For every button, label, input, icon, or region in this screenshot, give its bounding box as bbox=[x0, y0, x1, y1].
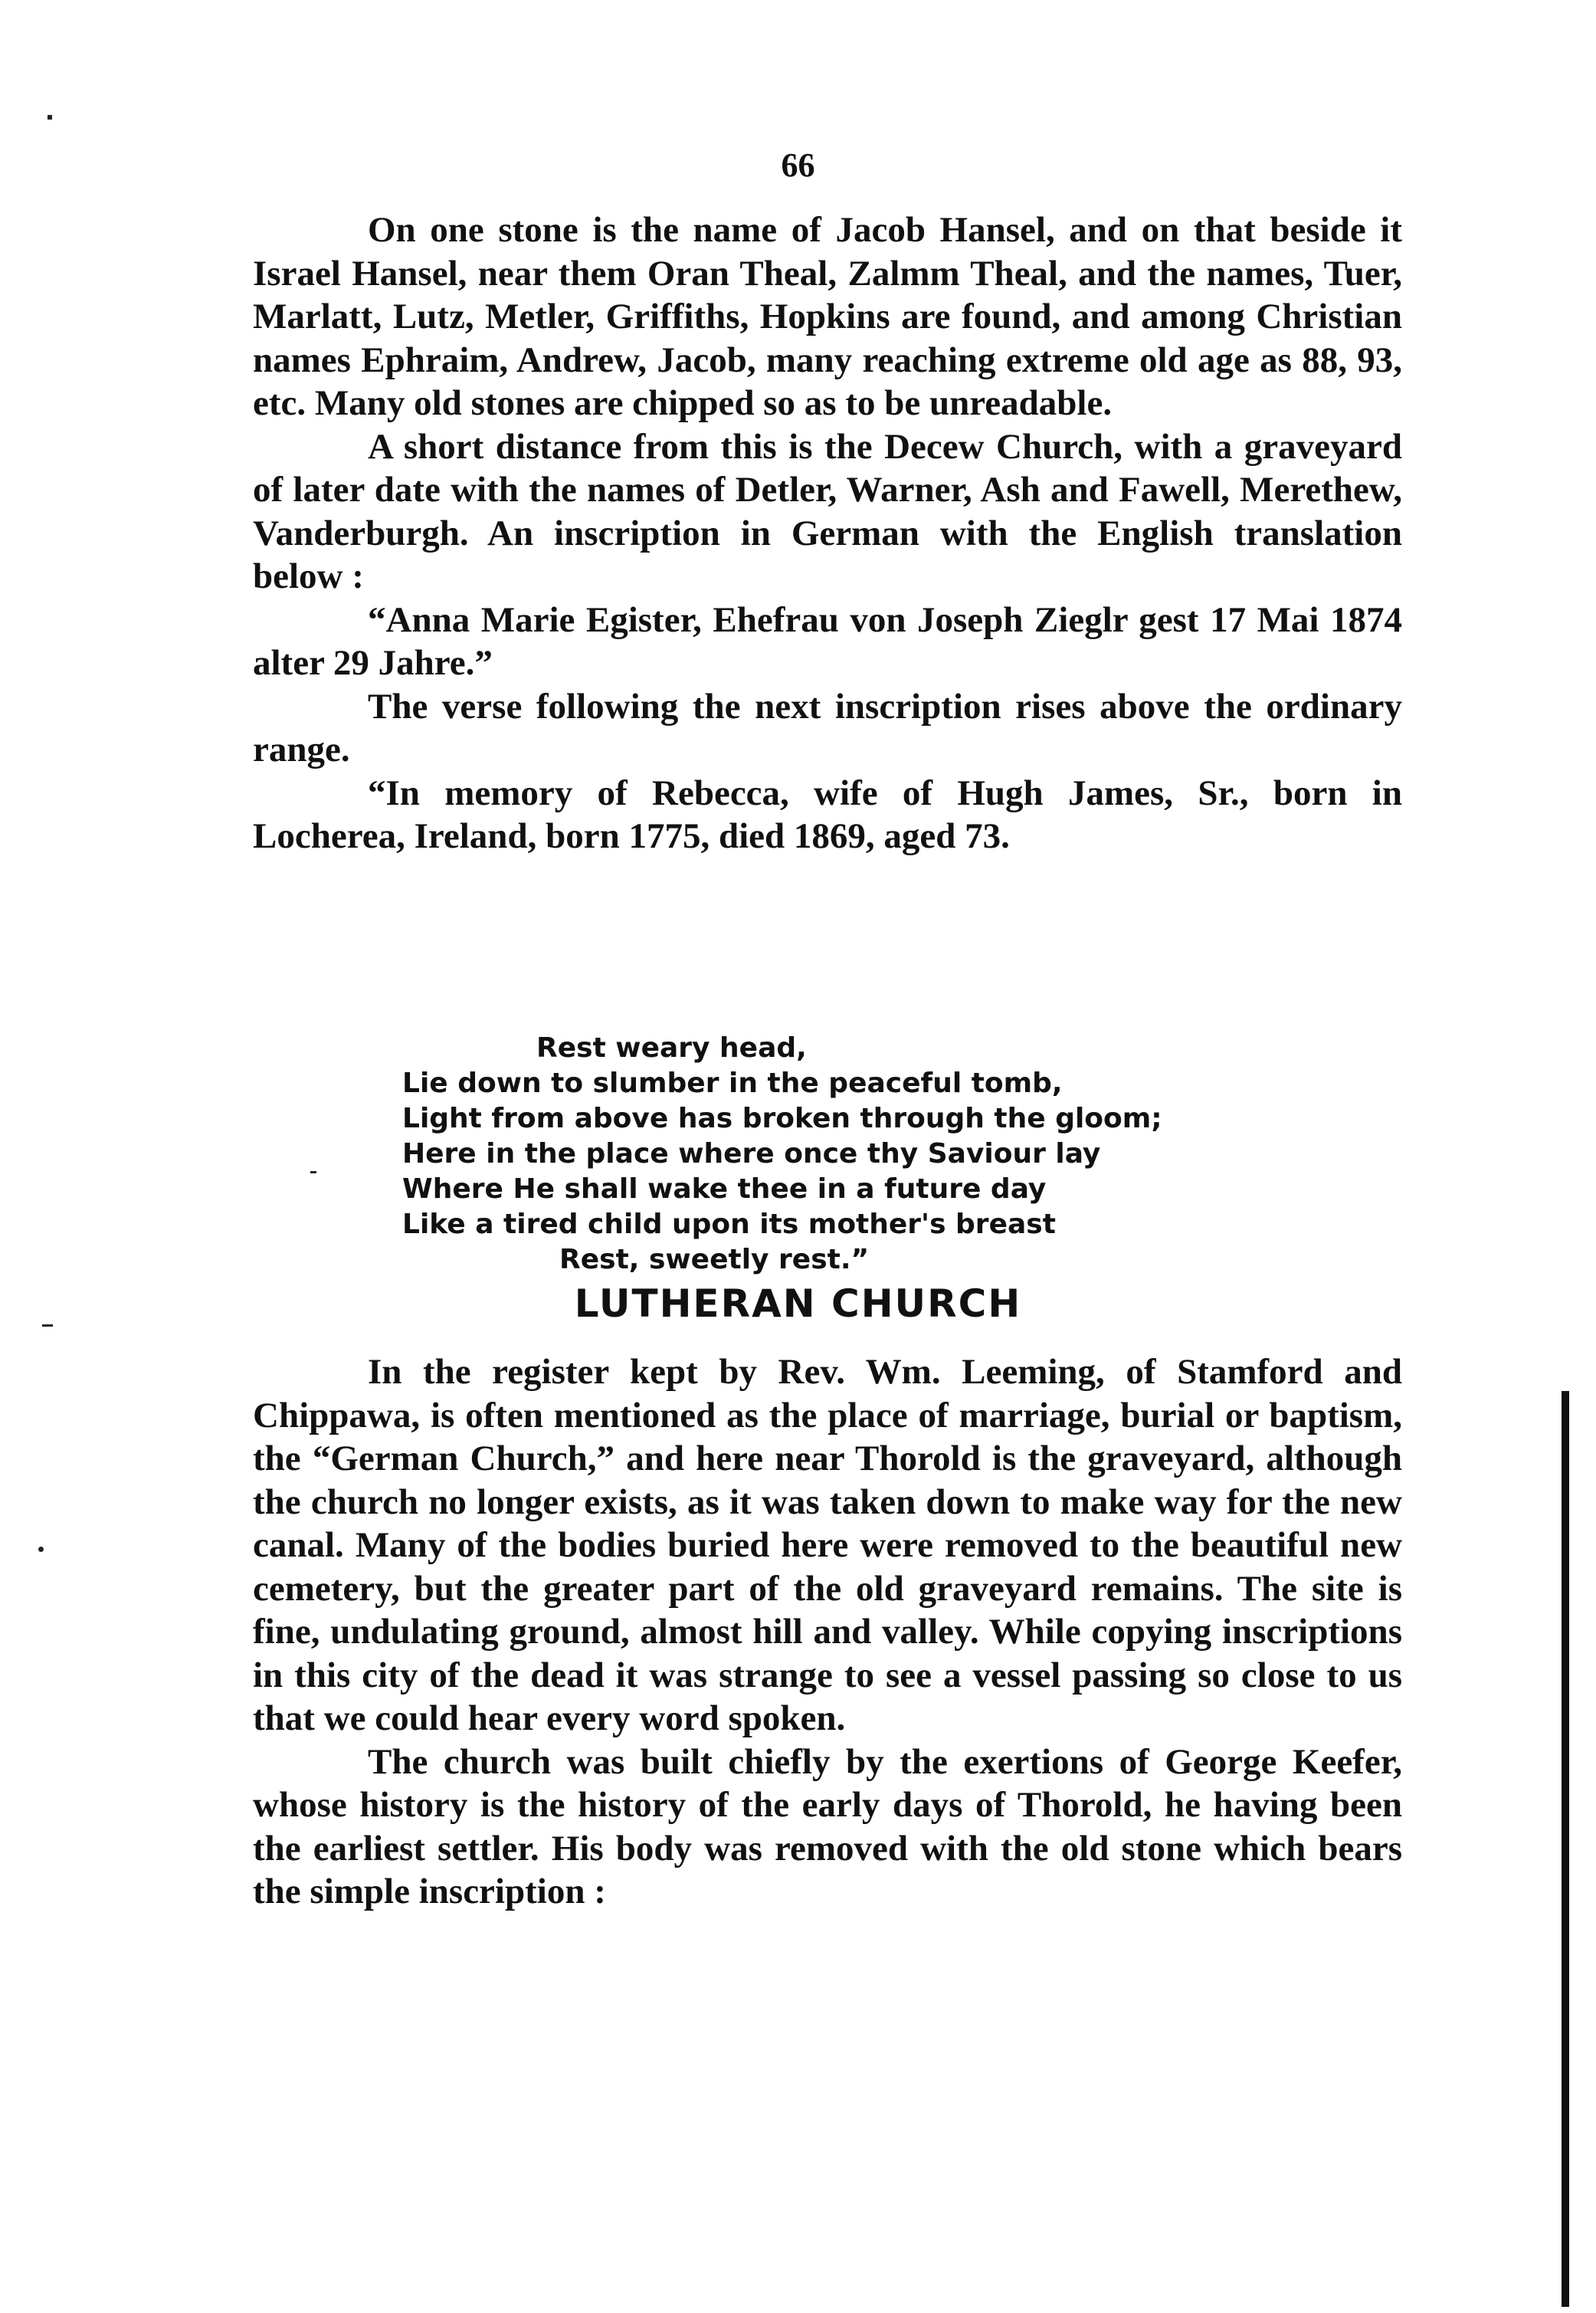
paragraph-keefer: The church was built chiefly by the exertions of George Keefer, whose history is the history of the early days of Thorold, he having been the earliest settler. His body was removed with the old stone which bears the simple inscription : bbox=[253, 1741, 1402, 1911]
section-heading: LUTHERAN CHURCH bbox=[574, 1281, 1022, 1326]
body-text-bottom bbox=[253, 1350, 1402, 1914]
paragraph-rebecca-james: “In memory of Rebecca, wife of Hugh James, Sr., born in Locherea, Ireland, born 1775, died 1869, aged 73. bbox=[253, 773, 1402, 856]
verse-line: Lie down to slumber in the peaceful tomb, bbox=[402, 1068, 1063, 1099]
verse-line: Like a tired child upon its mother's breast bbox=[402, 1209, 1056, 1240]
paragraph-decew-church: A short distance from this is the Decew Church, with a graveyard of later date with the names of Detler, Warner, Ash and Fawell, Merethew, Vanderburgh. An inscription in German with the English translation below : bbox=[253, 426, 1402, 596]
verse-line: Light from above has broken through the gloom; bbox=[402, 1103, 1162, 1134]
verse-line: Where He shall wake thee in a future day bbox=[402, 1173, 1047, 1205]
paragraph-hansel-stones: On one stone is the name of Jacob Hansel, and on that beside it Israel Hansel, near them Oran Theal, Zalmm Theal, and the names, Tuer, Marlatt, Lutz, Metler, Griffiths, Hopkins are found, and among Christian names Ephraim, Andrew, Jacob, many reaching extreme old age as 88, 93, etc. Many old stones are chipped so as to be unreadable. bbox=[253, 210, 1402, 423]
verse-line: Rest weary head, bbox=[536, 1032, 807, 1064]
epitaph-verse bbox=[402, 1031, 1162, 1278]
paragraph-german-inscription: “Anna Marie Egister, Ehefrau von Joseph Zieglr gest 17 Mai 1874 alter 29 Jahre.” bbox=[253, 599, 1402, 683]
margin-speck bbox=[42, 1324, 53, 1327]
paragraph-leeming-register: In the register kept by Rev. Wm. Leeming, of Stamford and Chippawa, is often mentioned as the place of marriage, burial or baptism, the “German Church,” and here near Thorold is the graveyard, although the church no longer exists, as it was taken down to make way for the new canal. Many of the bodies buried here were removed to the beautiful new cemetery, but the greater part of the old graveyard remains. The site is fine, undulating ground, almost hill and valley. While copying inscriptions in this city of the dead it was strange to see a vessel passing so close to us that we could hear every word spoken. bbox=[253, 1352, 1402, 1738]
verse-line: Rest, sweetly rest.” bbox=[559, 1244, 870, 1275]
margin-speck bbox=[38, 1547, 44, 1552]
body-text-top bbox=[253, 208, 1402, 858]
scan-edge-bar bbox=[1562, 1391, 1569, 2307]
margin-speck bbox=[48, 115, 52, 120]
verse-line: Here in the place where once thy Saviour lay bbox=[402, 1138, 1101, 1170]
paragraph-verse-intro: The verse following the next inscription rises above the ordinary range. bbox=[253, 686, 1402, 769]
margin-speck bbox=[310, 1171, 316, 1173]
page-number: 66 bbox=[781, 146, 815, 184]
